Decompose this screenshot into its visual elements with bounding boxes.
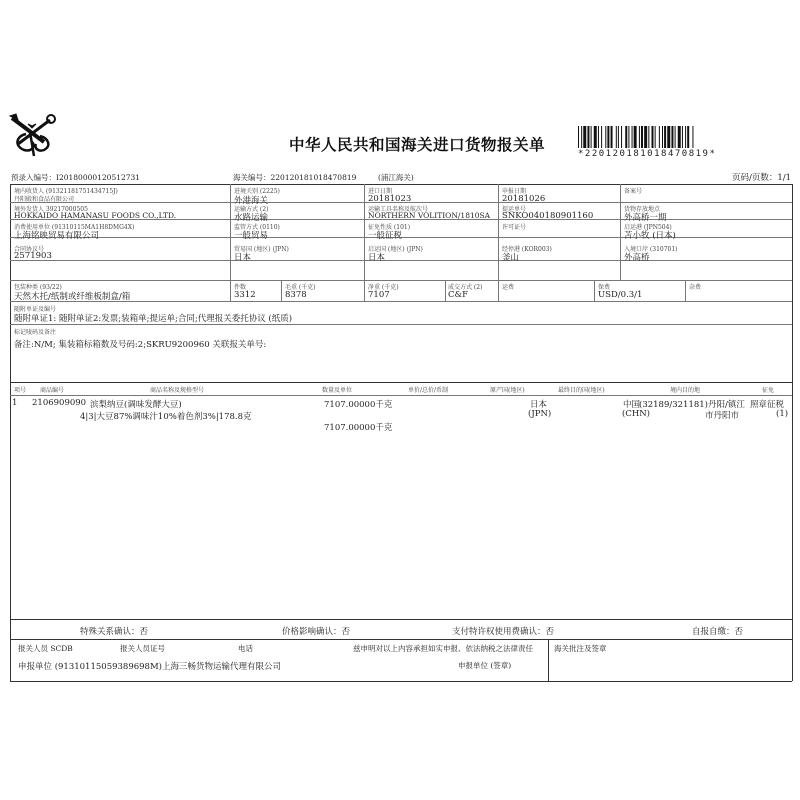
barcode-text: *220120181018470819* [578,149,717,159]
entry-port-label: 入境口岸 (310701) [624,246,678,253]
barcode-bar [632,126,633,148]
entry-customs-label: 进境关别 (2225) [234,188,280,195]
barcode-bar [591,126,592,148]
barcode [578,126,796,148]
row-tax-code: (1) [776,409,789,419]
barcode-bar [616,126,617,148]
pieces-value: 3312 [234,290,256,300]
misc-fee-label: 杂费 [689,284,702,291]
customs-emblem-icon [4,112,62,160]
phone-label: 电话 [238,644,253,653]
barcode-bar [618,126,619,148]
record-no-label: 备案号 [624,188,643,195]
marks-value: 备注:N/M; 集装箱标箱数及号码:2;SKRU9200960 关联报关单号: [14,340,267,350]
bill-no-label: 提运单号 [502,206,527,213]
declare-date-value: 20181026 [502,194,546,204]
barcode-bar [687,126,689,148]
via-port-value: 釜山 [502,253,520,263]
customs-name: (浦江海关) [378,173,414,182]
barcode-bar [641,126,643,148]
trade-country-value: 日本 [234,253,252,263]
barcode-bar [675,126,676,148]
transport-name-value: NORTHERN VOLITION/1810SA [368,211,491,220]
barcode-bar [621,126,622,148]
self-report-confirm: 自报自缴：否 [692,627,744,637]
pre-entry-number: 预录入编号：I20180000120512731 [11,173,141,182]
deal-mode-value: C&F [448,290,468,300]
row-origin: 日本 [530,400,548,410]
declare-unit: 申报单位 (91310115059389698M)上海三畅货物运输代理有限公司 [18,662,281,672]
insurance-label: 保费 [598,284,611,291]
barcode-bar [639,126,640,148]
bill-no-value: SNKO040180901160 [502,211,594,221]
barcode-bar [583,126,586,148]
row-tax: 照章征税 [750,400,785,410]
col-hs-code: 商品编号 [40,387,65,394]
pieces-label: 件数 [234,284,247,291]
tax-nature-label: 征免性质 (101) [368,224,411,231]
storage-place-label: 货物存放地点 [624,206,661,213]
declare-date-label: 申报日期 [502,188,527,195]
page-info: 页码/页数：1/1 [732,173,792,183]
barcode-bar [601,126,602,148]
col-tax: 征免 [762,387,775,394]
special-relation-confirm: 特殊关系确认：否 [80,627,149,637]
barcode-bar [644,126,647,148]
customs-approval-label: 海关批注及签章 [554,644,607,653]
barcode-bar [662,126,663,148]
col-price: 单价/总价/币制 [408,387,449,394]
supervision-label: 监管方式 (0110) [234,224,280,231]
declarant: 报关人员 SCDB [18,644,73,653]
barcode-bar [587,126,589,148]
row-dest-place2: 市丹阳市 [705,411,740,421]
gross-weight-label: 毛重 (千克) [285,284,316,291]
freight-label: 运费 [502,284,515,291]
origin-country-value: 日本 [368,253,386,263]
barcode-bar [611,126,613,148]
barcode-bar [598,126,599,148]
customs-number: 海关编号：220120181018470819 [233,173,357,182]
declarant-cert: 报关人员证号 [120,644,165,653]
transport-name-label: 运输工具名称及航次号 [368,206,429,213]
import-date-value: 20181023 [368,194,412,204]
price-influence-confirm: 价格影响确认：否 [282,627,351,637]
barcode-bar [655,126,656,148]
document-title: 中华人民共和国海关进口货物报关单 [289,136,546,154]
consignee-label: 境内收货人 (91321181751434715J) [14,188,118,195]
via-port-label: 经停港 (KOR003) [502,246,552,253]
barcode-bar [594,126,597,148]
entry-customs-value: 外港海关 [234,196,269,206]
row-qty2: 7107.00000千克 [324,423,393,433]
barcode-bar [634,126,637,148]
barcode-bar [607,126,609,148]
row-spec: 4|3|大豆87%调味汁10%着色剂3%|178.8克 [80,412,252,422]
origin-country-label: 启运国 (地区) (JPN) [368,246,423,253]
row-origin-code: (JPN) [528,409,552,419]
gross-weight-value: 8378 [285,290,307,300]
import-date-label: 进口日期 [368,188,393,195]
net-weight-value: 7107 [368,290,390,300]
col-dest-place: 境内目的地 [670,387,701,394]
barcode-bar [667,126,670,148]
col-item-no: 项号 [14,387,27,394]
transport-mode-value: 水路运输 [234,213,269,223]
entry-port-value: 外高桥 [624,253,650,263]
barcode-bar [682,126,683,148]
barcode-bar [664,126,666,148]
consumer-value: 上海铭映贸易有限公司 [14,231,100,241]
declare-unit-seal: 申报单位 (签章) [458,661,512,670]
contract-no-label: 合同协议号 [14,246,45,253]
row-name: 滨梨纳豆(调味发酵大豆) [90,400,182,410]
barcode-bar [652,126,654,148]
barcode-bar [659,126,660,148]
row-dest-place: (32189/321181)丹阳/镇江 [639,400,745,410]
barcode-bar [685,126,686,148]
license-no-label: 许可证号 [502,224,527,231]
depart-port-value: 苫小牧 (日本) [624,231,676,241]
transport-mode-label: 运输方式 (2) [234,206,269,213]
barcode-bar [648,126,649,148]
row-qty1: 7107.00000千克 [324,400,393,410]
row-item-no: 1 [12,398,18,408]
deal-mode-label: 成交方式 (2) [448,284,483,291]
trade-country-label: 贸易国 (地区) (JPN) [234,246,289,253]
shipper-label: 境外发货人 39217000505 [14,206,88,213]
shipper-value: HOKKAIDO HAMANASU FOODS CO.,LTD. [14,211,177,220]
attached-docs-label: 随附单证及编号 [14,306,57,313]
barcode-bar [671,126,673,148]
package-type-value: 天然木托/纸制或纤维板制盒/箱 [14,292,131,302]
col-qty: 数量及单位 [322,387,353,394]
storage-place-value: 外高桥一期 [624,213,667,223]
barcode-bar [628,126,629,148]
barcode-bar [692,126,693,148]
consignee-value: 丹阳殿和食品有限公司 [14,196,75,203]
legal-statement: 兹申明对以上内容承担如实申报、依法纳税之法律责任 [353,644,533,653]
row-dest-country: 中国 [623,400,641,410]
marks-label: 标记唛码及备注 [14,329,57,336]
consumer-label: 消费使用单位 (91310115MA1H8DMG4X) [14,224,135,231]
tax-nature-value: 一般征税 [368,231,403,241]
col-dest-country: 最终目的国(地区) [558,387,605,394]
supervision-value: 一般贸易 [234,231,269,241]
barcode-bar [578,126,579,148]
barcode-bar [581,126,582,148]
royalty-confirm: 支付特许权使用费确认：否 [452,627,555,637]
contract-no-value: 2571903 [14,251,52,261]
row-dest-country-code: (CHN) [622,409,650,419]
barcode-bar [605,126,606,148]
insurance-value: USD/0.3/1 [598,290,643,300]
barcode-bar [678,126,681,148]
depart-port-label: 启运港 (JPN504) [624,224,672,231]
col-origin: 原产国(地区) [490,387,525,394]
package-type-label: 包装种类 (93/22) [14,284,62,291]
col-name-spec: 商品名称及规格型号 [150,387,205,394]
row-hs-code: 2106909090 [32,398,87,408]
attached-docs-value: 随附单证1: 随附单证2:发票;装箱单;提运单;合同;代理报关委托协议 (纸质) [14,314,293,324]
net-weight-label: 净重 (千克) [368,284,399,291]
barcode-bar [625,126,627,148]
